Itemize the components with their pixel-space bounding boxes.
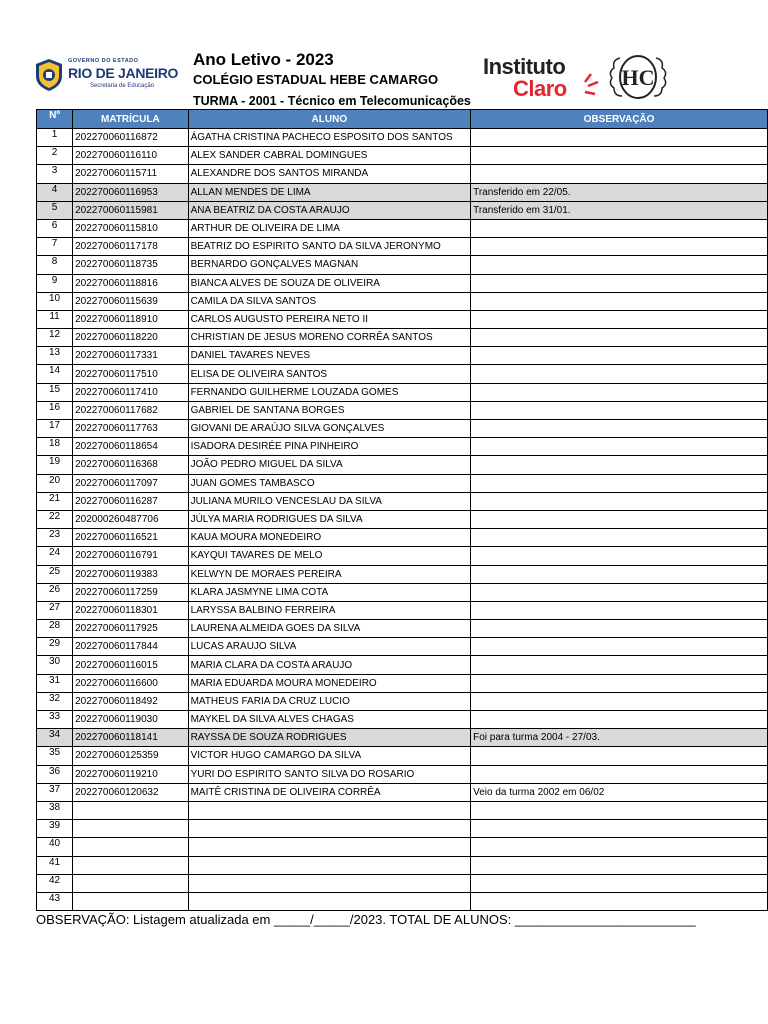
cell-observacao: [471, 547, 768, 565]
cell-observacao: [471, 601, 768, 619]
cell-matricula: 202270060117097: [73, 474, 188, 492]
cell-number: 25: [37, 565, 73, 583]
student-roster-table: [36, 109, 768, 911]
table-row: [37, 492, 768, 510]
cell-matricula: 202270060118910: [73, 310, 188, 328]
cell-observacao: [471, 219, 768, 237]
table-row: [37, 674, 768, 692]
table-row: [37, 747, 768, 765]
cell-observacao: Transferido em 31/01.: [471, 201, 768, 219]
cell-aluno: [188, 801, 471, 819]
cell-aluno: LAURENA ALMEIDA GOES DA SILVA: [188, 620, 471, 638]
cell-aluno: YURI DO ESPIRITO SANTO SILVA DO ROSARIO: [188, 765, 471, 783]
table-row: [37, 347, 768, 365]
cell-number: 40: [37, 838, 73, 856]
cell-number: 8: [37, 256, 73, 274]
cell-number: 11: [37, 310, 73, 328]
cell-number: 26: [37, 583, 73, 601]
cell-observacao: [471, 292, 768, 310]
cell-observacao: Veio da turma 2002 em 06/02: [471, 783, 768, 801]
table-row: [37, 565, 768, 583]
footer-observation: OBSERVAÇÃO: Listagem atualizada em _____/_____/2023. TOTAL DE ALUNOS: _________________________: [36, 912, 696, 927]
cell-observacao: Transferido em 22/05.: [471, 183, 768, 201]
cell-matricula: [73, 874, 188, 892]
cell-observacao: [471, 310, 768, 328]
table-row: [37, 692, 768, 710]
table-row: [37, 201, 768, 219]
cell-aluno: JULIANA MURILO VENCESLAU DA SILVA: [188, 492, 471, 510]
table-row: [37, 401, 768, 419]
column-header-number: Nº: [37, 110, 73, 129]
cell-aluno: [188, 892, 471, 910]
cell-number: 18: [37, 438, 73, 456]
cell-matricula: 202270060116110: [73, 147, 188, 165]
cell-matricula: 202270060117510: [73, 365, 188, 383]
cell-matricula: 202270060116015: [73, 656, 188, 674]
cell-matricula: 202270060118816: [73, 274, 188, 292]
table-row: [37, 438, 768, 456]
cell-aluno: ALEXANDRE DOS SANTOS MIRANDA: [188, 165, 471, 183]
table-row: [37, 874, 768, 892]
cell-observacao: [471, 165, 768, 183]
table-row: [37, 383, 768, 401]
cell-aluno: ÁGATHA CRISTINA PACHECO ESPOSITO DOS SANTOS: [188, 129, 471, 147]
cell-matricula: 202270060117844: [73, 638, 188, 656]
table-row: [37, 510, 768, 528]
cell-observacao: [471, 565, 768, 583]
cell-observacao: [471, 474, 768, 492]
cell-aluno: BIANCA ALVES DE SOUZA DE OLIVEIRA: [188, 274, 471, 292]
cell-aluno: [188, 820, 471, 838]
hc-school-emblem-icon: [606, 52, 670, 102]
cell-matricula: 202270060118654: [73, 438, 188, 456]
cell-number: 5: [37, 201, 73, 219]
cell-number: 16: [37, 401, 73, 419]
cell-observacao: Foi para turma 2004 - 27/03.: [471, 729, 768, 747]
cell-matricula: 202270060119210: [73, 765, 188, 783]
cell-aluno: [188, 838, 471, 856]
table-row: [37, 656, 768, 674]
instituto-claro-logo: [483, 54, 603, 102]
cell-aluno: ELISA DE OLIVEIRA SANTOS: [188, 365, 471, 383]
cell-observacao: [471, 765, 768, 783]
cell-number: 33: [37, 711, 73, 729]
table-row: [37, 856, 768, 874]
table-row: [37, 783, 768, 801]
cell-aluno: [188, 874, 471, 892]
cell-matricula: 202270060116791: [73, 547, 188, 565]
cell-number: 6: [37, 219, 73, 237]
cell-number: 2: [37, 147, 73, 165]
claro-logo-line1: Instituto: [483, 54, 566, 79]
cell-matricula: [73, 801, 188, 819]
column-header-observacao: OBSERVAÇÃO: [471, 110, 768, 129]
cell-number: 19: [37, 456, 73, 474]
cell-matricula: 202000260487706: [73, 510, 188, 528]
cell-aluno: MARIA CLARA DA COSTA ARAUJO: [188, 656, 471, 674]
cell-number: 31: [37, 674, 73, 692]
table-row: [37, 310, 768, 328]
cell-aluno: LUCAS ARAUJO SILVA: [188, 638, 471, 656]
cell-observacao: [471, 620, 768, 638]
cell-number: 3: [37, 165, 73, 183]
cell-matricula: 202270060118220: [73, 329, 188, 347]
cell-number: 22: [37, 510, 73, 528]
cell-aluno: GIOVANI DE ARAÚJO SILVA GONÇALVES: [188, 420, 471, 438]
cell-number: 35: [37, 747, 73, 765]
cell-matricula: 202270060117410: [73, 383, 188, 401]
claro-logo-line2: Claro: [513, 76, 567, 101]
cell-aluno: CHRISTIAN DE JESUS MORENO CORRÊA SANTOS: [188, 329, 471, 347]
cell-aluno: KLARA JASMYNE LIMA COTA: [188, 583, 471, 601]
cell-observacao: [471, 401, 768, 419]
cell-matricula: 202270060117259: [73, 583, 188, 601]
year-title: Ano Letivo - 2023: [193, 50, 334, 69]
cell-number: 15: [37, 383, 73, 401]
cell-observacao: [471, 747, 768, 765]
cell-number: 7: [37, 238, 73, 256]
cell-number: 13: [37, 347, 73, 365]
cell-aluno: MATHEUS FARIA DA CRUZ LUCIO: [188, 692, 471, 710]
cell-number: 24: [37, 547, 73, 565]
table-row: [37, 529, 768, 547]
table-row: [37, 420, 768, 438]
cell-matricula: 202270060116287: [73, 492, 188, 510]
cell-number: 10: [37, 292, 73, 310]
cell-aluno: CAMILA DA SILVA SANTOS: [188, 292, 471, 310]
cell-aluno: JOÃO PEDRO MIGUEL DA SILVA: [188, 456, 471, 474]
logo-sub-text: Secretaria de Educação: [90, 83, 155, 89]
state-seal-icon: [34, 58, 64, 92]
cell-aluno: ALEX SANDER CABRAL DOMINGUES: [188, 147, 471, 165]
cell-matricula: 202270060117925: [73, 620, 188, 638]
cell-aluno: VICTOR HUGO CAMARGO DA SILVA: [188, 747, 471, 765]
cell-aluno: RAYSSA DE SOUZA RODRIGUES: [188, 729, 471, 747]
cell-aluno: [188, 856, 471, 874]
table-row: [37, 765, 768, 783]
cell-matricula: 202270060118141: [73, 729, 188, 747]
logo-top-text: GOVERNO DO ESTADO: [68, 58, 139, 64]
cell-observacao: [471, 129, 768, 147]
cell-matricula: [73, 820, 188, 838]
cell-aluno: ANA BEATRIZ DA COSTA ARAUJO: [188, 201, 471, 219]
cell-aluno: BERNARDO GONÇALVES MAGNAN: [188, 256, 471, 274]
cell-number: 34: [37, 729, 73, 747]
cell-observacao: [471, 329, 768, 347]
cell-observacao: [471, 420, 768, 438]
cell-matricula: [73, 892, 188, 910]
cell-observacao: [471, 256, 768, 274]
column-header-matricula: MATRÍCULA: [73, 110, 188, 129]
table-row: [37, 329, 768, 347]
cell-aluno: ISADORA DESIRÉE PINA PINHEIRO: [188, 438, 471, 456]
table-row: [37, 183, 768, 201]
cell-observacao: [471, 711, 768, 729]
document-header: [0, 0, 768, 110]
column-header-aluno: ALUNO: [188, 110, 471, 129]
cell-aluno: JÚLYA MARIA RODRIGUES DA SILVA: [188, 510, 471, 528]
table-row: [37, 238, 768, 256]
cell-number: 21: [37, 492, 73, 510]
cell-matricula: 202270060116953: [73, 183, 188, 201]
table-row: [37, 456, 768, 474]
cell-matricula: 202270060118735: [73, 256, 188, 274]
school-name: COLÉGIO ESTADUAL HEBE CAMARGO: [193, 72, 439, 87]
table-row: [37, 620, 768, 638]
cell-matricula: 202270060118492: [73, 692, 188, 710]
cell-aluno: GABRIEL DE SANTANA BORGES: [188, 401, 471, 419]
table-row: [37, 474, 768, 492]
table-row: [37, 583, 768, 601]
cell-observacao: [471, 801, 768, 819]
cell-aluno: DANIEL TAVARES NEVES: [188, 347, 471, 365]
cell-matricula: 202270060117682: [73, 401, 188, 419]
table-row: [37, 547, 768, 565]
table-row: [37, 165, 768, 183]
table-row: [37, 638, 768, 656]
cell-aluno: MAYKEL DA SILVA ALVES CHAGAS: [188, 711, 471, 729]
cell-number: 43: [37, 892, 73, 910]
claro-rays-icon: [581, 72, 601, 98]
cell-number: 20: [37, 474, 73, 492]
cell-number: 1: [37, 129, 73, 147]
table-row: [37, 801, 768, 819]
title-block: [193, 50, 471, 109]
cell-observacao: [471, 238, 768, 256]
cell-matricula: 202270060125359: [73, 747, 188, 765]
table-row: [37, 292, 768, 310]
table-row: [37, 365, 768, 383]
table-row: [37, 274, 768, 292]
cell-matricula: 202270060115981: [73, 201, 188, 219]
cell-observacao: [471, 874, 768, 892]
table-row: [37, 838, 768, 856]
cell-aluno: KAUA MOURA MONEDEIRO: [188, 529, 471, 547]
logo-main-text: RIO DE JANEIRO: [68, 65, 179, 81]
cell-matricula: 202270060117763: [73, 420, 188, 438]
cell-matricula: 202270060118301: [73, 601, 188, 619]
table-body: [37, 129, 768, 911]
cell-observacao: [471, 820, 768, 838]
cell-number: 30: [37, 656, 73, 674]
cell-observacao: [471, 365, 768, 383]
cell-matricula: 202270060115639: [73, 292, 188, 310]
cell-observacao: [471, 892, 768, 910]
cell-aluno: ALLAN MENDES DE LIMA: [188, 183, 471, 201]
cell-matricula: 202270060116872: [73, 129, 188, 147]
cell-number: 17: [37, 420, 73, 438]
cell-observacao: [471, 583, 768, 601]
cell-observacao: [471, 347, 768, 365]
cell-observacao: [471, 492, 768, 510]
table-row: [37, 129, 768, 147]
cell-observacao: [471, 438, 768, 456]
cell-matricula: 202270060119030: [73, 711, 188, 729]
table-row: [37, 219, 768, 237]
cell-matricula: 202270060119383: [73, 565, 188, 583]
cell-aluno: MAITÊ CRISTINA DE OLIVEIRA CORRÊA: [188, 783, 471, 801]
cell-number: 36: [37, 765, 73, 783]
cell-aluno: FERNANDO GUILHERME LOUZADA GOMES: [188, 383, 471, 401]
cell-number: 29: [37, 638, 73, 656]
cell-aluno: MARIA EDUARDA MOURA MONEDEIRO: [188, 674, 471, 692]
cell-aluno: ARTHUR DE OLIVEIRA DE LIMA: [188, 219, 471, 237]
cell-matricula: 202270060115810: [73, 219, 188, 237]
cell-observacao: [471, 510, 768, 528]
cell-number: 23: [37, 529, 73, 547]
cell-aluno: LARYSSA BALBINO FERREIRA: [188, 601, 471, 619]
cell-number: 14: [37, 365, 73, 383]
cell-number: 42: [37, 874, 73, 892]
cell-observacao: [471, 274, 768, 292]
cell-number: 38: [37, 801, 73, 819]
cell-observacao: [471, 147, 768, 165]
table-row: [37, 256, 768, 274]
table-row: [37, 820, 768, 838]
cell-observacao: [471, 456, 768, 474]
cell-number: 27: [37, 601, 73, 619]
cell-aluno: BEATRIZ DO ESPIRITO SANTO DA SILVA JERONYMO: [188, 238, 471, 256]
table-row: [37, 711, 768, 729]
cell-matricula: 202270060115711: [73, 165, 188, 183]
cell-matricula: [73, 856, 188, 874]
cell-number: 32: [37, 692, 73, 710]
cell-number: 39: [37, 820, 73, 838]
table-row: [37, 601, 768, 619]
svg-text:HC: HC: [621, 65, 655, 90]
cell-observacao: [471, 383, 768, 401]
cell-matricula: 202270060117178: [73, 238, 188, 256]
cell-number: 12: [37, 329, 73, 347]
table-row: [37, 147, 768, 165]
cell-aluno: JUAN GOMES TAMBASCO: [188, 474, 471, 492]
cell-number: 28: [37, 620, 73, 638]
cell-matricula: [73, 838, 188, 856]
cell-observacao: [471, 674, 768, 692]
cell-matricula: 202270060116368: [73, 456, 188, 474]
cell-observacao: [471, 838, 768, 856]
cell-number: 4: [37, 183, 73, 201]
cell-matricula: 202270060120632: [73, 783, 188, 801]
cell-matricula: 202270060116600: [73, 674, 188, 692]
table-row: [37, 729, 768, 747]
table-header-row: [37, 110, 768, 129]
cell-observacao: [471, 529, 768, 547]
cell-observacao: [471, 656, 768, 674]
cell-aluno: CARLOS AUGUSTO PEREIRA NETO II: [188, 310, 471, 328]
cell-observacao: [471, 638, 768, 656]
cell-number: 9: [37, 274, 73, 292]
cell-observacao: [471, 856, 768, 874]
rio-de-janeiro-government-logo: [34, 56, 179, 96]
cell-aluno: KELWYN DE MORAES PEREIRA: [188, 565, 471, 583]
cell-number: 41: [37, 856, 73, 874]
cell-aluno: KAYQUI TAVARES DE MELO: [188, 547, 471, 565]
table-row: [37, 892, 768, 910]
cell-matricula: 202270060117331: [73, 347, 188, 365]
cell-observacao: [471, 692, 768, 710]
cell-number: 37: [37, 783, 73, 801]
cell-matricula: 202270060116521: [73, 529, 188, 547]
class-line: TURMA - 2001 - Técnico em Telecomunicações: [193, 94, 471, 108]
